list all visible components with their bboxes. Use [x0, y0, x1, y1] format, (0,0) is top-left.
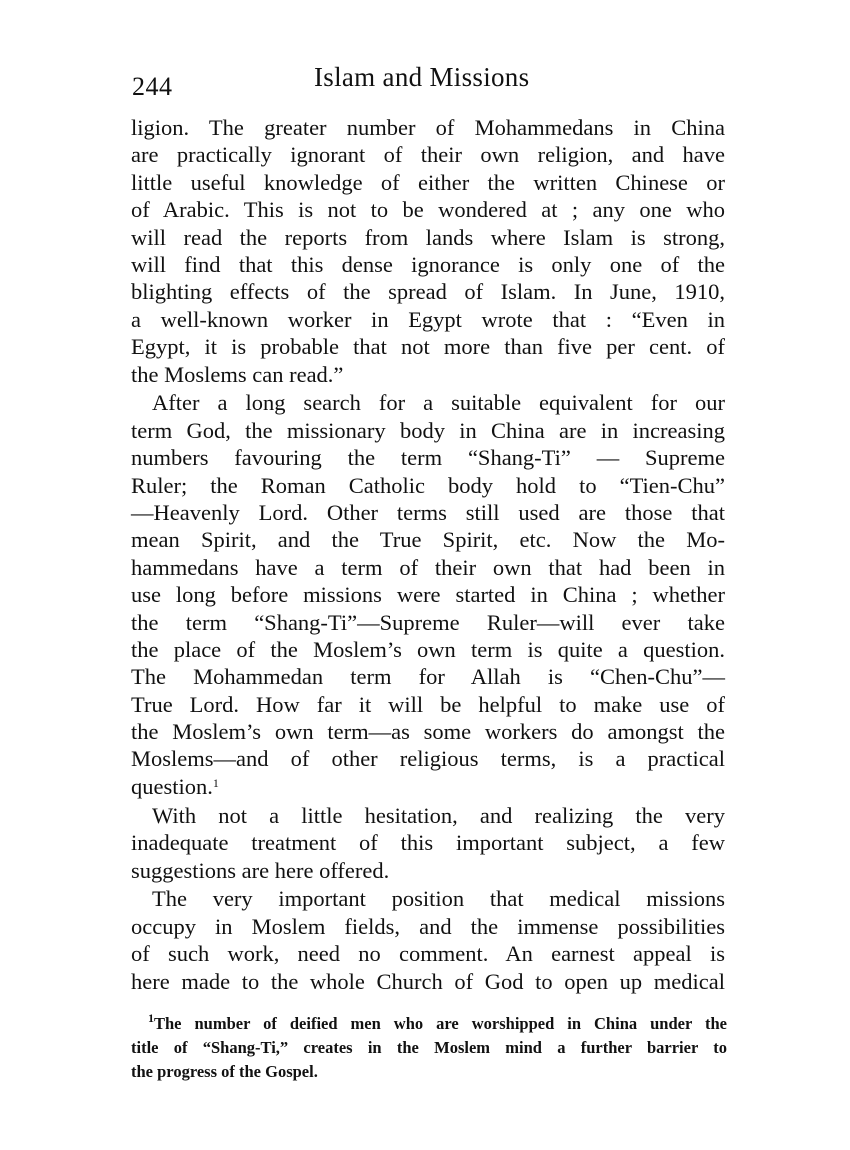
footnote-line: title of “Shang-Ti,” creates in the Moslem mind a further barrier to: [131, 1038, 727, 1057]
text-line: Ruler; the Roman Catholic body hold to “Tien-Chu”: [131, 472, 725, 498]
text-line: will find that this dense ignorance is only one of the: [131, 251, 725, 277]
text-line: The very important position that medical missions: [152, 886, 725, 912]
running-head: [128, 58, 728, 101]
text-line: Egypt, it is probable that not more than five per cent. of: [131, 334, 725, 360]
text-line: occupy in Moslem fields, and the immense possibilities: [131, 913, 725, 939]
text-line: Moslems—and of other religious terms, is a practical: [131, 746, 725, 772]
text-line: of such work, need no comment. An earnest appeal is: [131, 941, 725, 967]
footnote-reference: 1: [212, 775, 219, 790]
text-line: True Lord. How far it will be helpful to make use of: [131, 691, 725, 717]
text-line: blighting effects of the spread of Islam. In June, 1910,: [131, 279, 725, 305]
footnote-line: the progress of the Gospel.: [131, 1062, 318, 1081]
text-line: a well-known worker in Egypt wrote that : “Even in: [131, 306, 725, 332]
text-line: here made to the whole Church of God to open up medical: [131, 968, 725, 994]
text-line: term God, the missionary body in China are in increasing: [131, 417, 725, 443]
text-line: The Mohammedan term for Allah is “Chen-Chu”—: [131, 664, 725, 690]
text-line: inadequate treatment of this important subject, a few: [131, 830, 725, 856]
text-line-with-footnote-ref: [131, 773, 725, 800]
text-line: suggestions are here offered.: [131, 857, 390, 883]
text-line: the term “Shang-Ti”—Supreme Ruler—will ever take: [131, 609, 725, 635]
text-line: of Arabic. This is not to be wondered at ; any one who: [131, 197, 725, 223]
text-line: the Moslems can read.”: [131, 361, 344, 387]
body-text: [131, 114, 725, 995]
text-line: ligion. The greater number of Mohammedans in China: [131, 115, 725, 140]
text-line: mean Spirit, and the True Spirit, etc. Now the Mo-: [131, 527, 725, 553]
footnote: [131, 1012, 727, 1084]
text-line: are practically ignorant of their own religion, and have: [131, 142, 725, 168]
page-number: 244: [132, 72, 173, 101]
text-line: numbers favouring the term “Shang-Ti” — Supreme: [131, 445, 725, 471]
text-line: With not a little hesitation, and realizing the very: [152, 802, 725, 828]
text-line: the place of the Moslem’s own term is quite a question.: [131, 636, 725, 662]
text-line: question.: [131, 773, 213, 799]
running-title: Islam and Missions: [314, 62, 530, 92]
text-line: will read the reports from lands where Islam is strong,: [131, 224, 725, 250]
text-line: —Heavenly Lord. Other terms still used are those that: [131, 499, 725, 525]
footnote-marker: 1: [148, 1011, 154, 1025]
footnote-text: The number of deified men who are worshipped in China under the: [154, 1014, 727, 1033]
text-line: use long before missions were started in China ; whether: [131, 582, 725, 608]
footnote-line: [131, 1012, 727, 1036]
text-line: the Moslem’s own term—as some workers do amongst the: [131, 719, 725, 745]
text-line: After a long search for a suitable equivalent for our: [152, 390, 725, 416]
text-line: hammedans have a term of their own that had been in: [131, 554, 725, 580]
text-line: little useful knowledge of either the written Chinese or: [131, 169, 725, 195]
